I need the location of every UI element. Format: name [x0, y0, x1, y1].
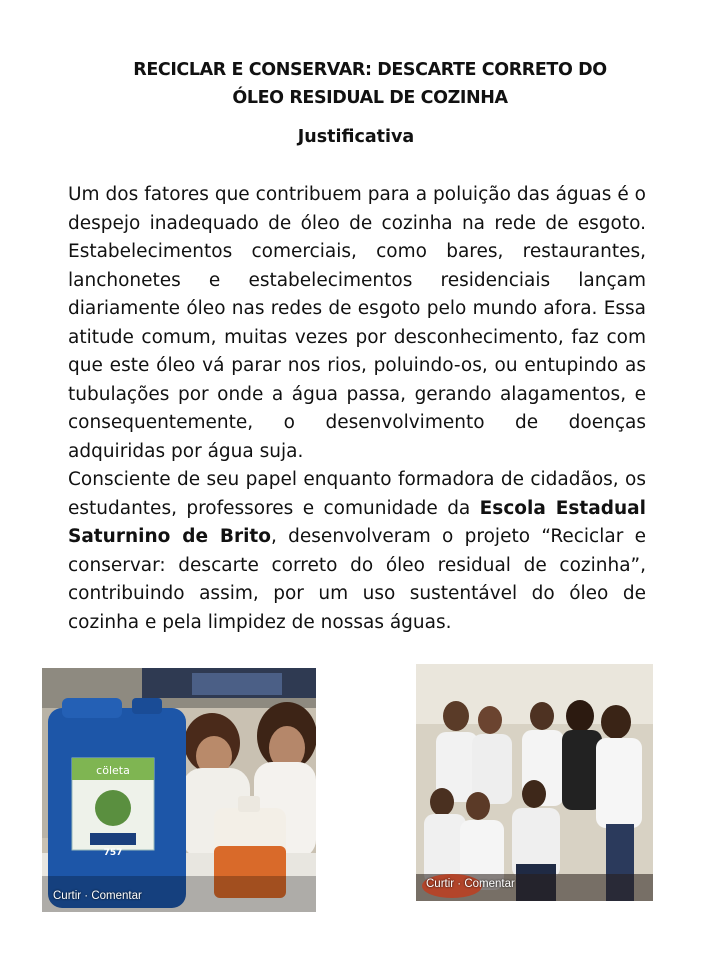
section-subtitle: Justificativa [297, 127, 415, 147]
photo-oil-container-image [42, 668, 316, 912]
title-line-2: ÓLEO RESIDUAL DE COZINHA [232, 88, 508, 108]
jug-brand-label: cöleta [96, 764, 130, 777]
paragraph-2 [68, 466, 646, 637]
paragraph-2-start: Consciente de seu papel enquanto formadora de cidadãos, os estudantes, professores e comunidade da [68, 469, 646, 519]
justification-text [68, 181, 646, 637]
photo-left-caption[interactable]: Curtir · Comentar [53, 890, 142, 902]
photo-student-group [416, 664, 653, 901]
photo-oil-container [42, 668, 316, 912]
title-line-1: RECICLAR E CONSERVAR: DESCARTE CORRETO DO [133, 60, 607, 80]
paragraph-1: Um dos fatores que contribuem para a poluição das águas é o despejo inadequado de óleo de cozinha na rede de esgoto. Estabelecimentos comerciais, como bares, restaurantes, lanchonetes e estabelecimentos residenciais lançam diariamente óleo nas redes de esgoto pelo mundo afora. Essa atitude comum, muitas vezes por desconhecimento, faz com que este óleo vá parar nos rios, poluindo-os, ou entupindo as tubulações por onde a água passa, gerando alagamentos, e consequentemente, o desenvolvimento de doenças adquiridas por água suja. [68, 184, 646, 462]
photo-student-group-image [416, 664, 653, 901]
jug-number-label: 757 [103, 848, 123, 858]
school-name: Escola Estadual Saturnino de Brito [68, 497, 646, 547]
paragraph-2-end: , desenvolveram o projeto “Reciclar e conservar: descarte correto do óleo residual de cozinha”, contribuindo assim, por um uso sustentável do óleo de cozinha e pela limpidez de nossas águas. [68, 526, 646, 633]
document-title [60, 56, 680, 112]
photo-right-caption[interactable]: Curtir · Comentar [426, 878, 515, 890]
